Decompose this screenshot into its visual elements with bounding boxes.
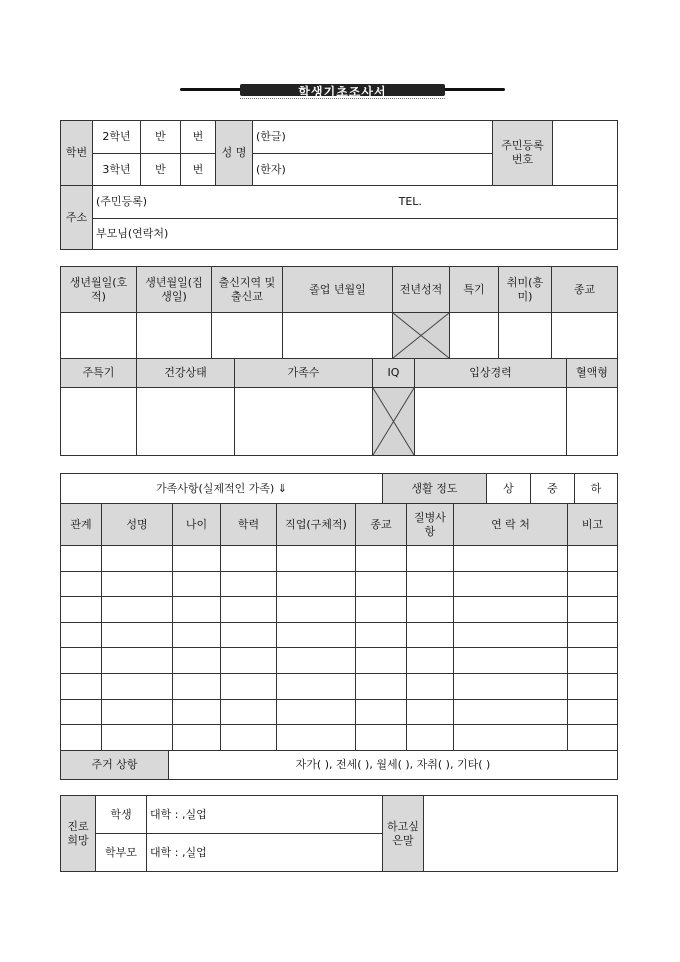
family-cell[interactable]: [102, 546, 173, 572]
table-row: [61, 597, 618, 623]
name-label: 성 명: [216, 121, 253, 186]
header-name: 성명: [102, 504, 173, 546]
family-cell[interactable]: [221, 546, 277, 572]
name-korean-field[interactable]: (한글): [253, 121, 493, 154]
family-cell[interactable]: [102, 571, 173, 597]
family-cell[interactable]: [173, 571, 221, 597]
header-birth-registered: 생년월일(호적): [61, 267, 137, 313]
previous-grade-crossed: [393, 313, 450, 359]
family-cell[interactable]: [356, 699, 407, 725]
header-remarks: 비고: [568, 504, 618, 546]
table-row: [61, 622, 618, 648]
table-row: [61, 571, 618, 597]
blood-type-field[interactable]: [567, 388, 618, 456]
words-field[interactable]: [424, 796, 618, 872]
family-cell[interactable]: [568, 571, 618, 597]
family-cell[interactable]: [221, 571, 277, 597]
header-occupation: 직업(구체적): [277, 504, 356, 546]
header-family-count: 가족수: [235, 359, 373, 388]
family-cell[interactable]: [568, 673, 618, 699]
birth-actual-field[interactable]: [137, 313, 212, 359]
family-count-field[interactable]: [235, 388, 373, 456]
family-cell[interactable]: [61, 725, 102, 751]
words-label: 하고싶은말: [383, 796, 424, 872]
student-id-label: 학번: [61, 121, 93, 186]
table-row: [61, 699, 618, 725]
family-cell[interactable]: [277, 597, 356, 623]
header-previous-grade: 전년성적: [393, 267, 450, 313]
family-cell[interactable]: [221, 699, 277, 725]
grade3-label: 3학년: [93, 154, 141, 186]
address-registered-field[interactable]: [93, 186, 618, 219]
living-level-low[interactable]: 하: [575, 474, 618, 504]
family-cell[interactable]: [61, 546, 102, 572]
address-registered-label: (주민등록): [96, 195, 148, 208]
family-cell[interactable]: [173, 699, 221, 725]
family-cell[interactable]: [61, 673, 102, 699]
family-cell[interactable]: [221, 648, 277, 674]
table-row: [61, 725, 618, 751]
career-student-label: 학생: [96, 796, 147, 834]
living-standard-label: 생활 정도: [383, 474, 487, 504]
family-cell[interactable]: [61, 699, 102, 725]
family-cell[interactable]: [102, 725, 173, 751]
info-table: [60, 266, 618, 359]
family-cell[interactable]: [173, 597, 221, 623]
family-cell[interactable]: [407, 571, 454, 597]
health-table: [60, 358, 618, 456]
header-health: 건강상태: [137, 359, 235, 388]
family-cell[interactable]: [454, 597, 568, 623]
rrn-field[interactable]: [553, 121, 618, 186]
awards-field[interactable]: [415, 388, 567, 456]
header-age: 나이: [173, 504, 221, 546]
family-cell[interactable]: [221, 622, 277, 648]
family-header-table: [60, 473, 618, 504]
family-cell[interactable]: [356, 725, 407, 751]
family-cell[interactable]: [407, 597, 454, 623]
family-cell[interactable]: [568, 622, 618, 648]
family-cell[interactable]: [356, 571, 407, 597]
residence-options[interactable]: 자가( ), 전세( ), 월세( ), 자취( ), 기타( ): [169, 751, 618, 780]
header-education: 학력: [221, 504, 277, 546]
title-underline: [240, 98, 445, 99]
grade2-class: 반: [141, 121, 181, 154]
family-cell[interactable]: [568, 699, 618, 725]
header-graduation-date: 졸업 년월일: [283, 267, 393, 313]
family-cell[interactable]: [61, 597, 102, 623]
address-table: [60, 185, 618, 250]
header-hometown-school: 출신지역 및 출신교: [212, 267, 283, 313]
family-cell[interactable]: [173, 725, 221, 751]
grade3-class: 반: [141, 154, 181, 186]
tel-label: TEL.: [398, 195, 422, 208]
header-main-skill: 주특기: [61, 359, 137, 388]
main-skill-field[interactable]: [61, 388, 137, 456]
family-cell[interactable]: [102, 622, 173, 648]
family-cell[interactable]: [454, 725, 568, 751]
family-cell[interactable]: [568, 546, 618, 572]
family-cell[interactable]: [61, 648, 102, 674]
family-cell[interactable]: [221, 673, 277, 699]
family-cell[interactable]: [356, 597, 407, 623]
family-cell[interactable]: [277, 546, 356, 572]
family-cell[interactable]: [454, 571, 568, 597]
graduation-date-field[interactable]: [283, 313, 393, 359]
family-cell[interactable]: [356, 648, 407, 674]
family-cell[interactable]: [407, 673, 454, 699]
header-relation: 관계: [61, 504, 102, 546]
family-cell[interactable]: [221, 597, 277, 623]
grade2-number: 번: [181, 121, 216, 154]
header-birth-actual: 생년월일(집생일): [137, 267, 212, 313]
table-row: [61, 546, 618, 572]
career-table: [60, 795, 618, 872]
health-field[interactable]: [137, 388, 235, 456]
rrn-label: 주민등록번호: [493, 121, 553, 186]
header-iq: IQ: [373, 359, 415, 388]
family-cell[interactable]: [173, 622, 221, 648]
page-title: 학생기초조사서: [298, 85, 387, 99]
family-cell[interactable]: [173, 673, 221, 699]
family-cell[interactable]: [454, 546, 568, 572]
family-cell[interactable]: [407, 622, 454, 648]
student-info-table: [60, 120, 618, 186]
family-cell[interactable]: [102, 648, 173, 674]
family-cell[interactable]: [277, 725, 356, 751]
iq-crossed: [373, 388, 415, 456]
header-contact: 연 락 처: [454, 504, 568, 546]
family-cell[interactable]: [568, 725, 618, 751]
family-cell[interactable]: [277, 622, 356, 648]
career-student-field[interactable]: 대학 : ,실업: [147, 796, 383, 834]
family-table: [60, 503, 618, 751]
family-cell[interactable]: [102, 597, 173, 623]
family-cell[interactable]: [568, 648, 618, 674]
family-cell[interactable]: [173, 546, 221, 572]
hobby-field[interactable]: [499, 313, 552, 359]
family-section-label: 가족사항(실제적인 가족) ⇓: [61, 474, 383, 504]
hometown-school-field[interactable]: [212, 313, 283, 359]
family-cell[interactable]: [277, 699, 356, 725]
living-level-mid[interactable]: 중: [531, 474, 575, 504]
family-cell[interactable]: [277, 648, 356, 674]
family-cell[interactable]: [61, 622, 102, 648]
family-cell[interactable]: [102, 699, 173, 725]
title-banner: [180, 82, 505, 98]
header-awards: 입상경력: [415, 359, 567, 388]
family-cell[interactable]: [61, 571, 102, 597]
address-label: 주소: [61, 186, 93, 250]
table-row: [61, 673, 618, 699]
family-cell[interactable]: [277, 673, 356, 699]
header-hobby: 취미(흥미): [499, 267, 552, 313]
family-cell[interactable]: [356, 622, 407, 648]
header-religion: 종교: [552, 267, 618, 313]
family-cell[interactable]: [407, 699, 454, 725]
religion-field[interactable]: [552, 313, 618, 359]
family-cell[interactable]: [277, 571, 356, 597]
family-cell[interactable]: [173, 648, 221, 674]
birth-registered-field[interactable]: [61, 313, 137, 359]
family-cell[interactable]: [454, 699, 568, 725]
header-special-skill: 특기: [450, 267, 499, 313]
family-cell[interactable]: [454, 648, 568, 674]
grade2-label: 2학년: [93, 121, 141, 154]
header-blood-type: 혈액형: [567, 359, 618, 388]
family-cell[interactable]: [568, 597, 618, 623]
parent-contact-field[interactable]: 부모님(연락처): [93, 219, 618, 250]
residence-table: [60, 750, 618, 780]
special-skill-field[interactable]: [450, 313, 499, 359]
career-parent-field[interactable]: 대학 : ,실업: [147, 834, 383, 872]
name-hanja-field[interactable]: (한자): [253, 154, 493, 186]
career-parent-label: 학부모: [96, 834, 147, 872]
header-illness: 질병사항: [407, 504, 454, 546]
family-cell[interactable]: [356, 546, 407, 572]
family-cell[interactable]: [102, 673, 173, 699]
family-cell[interactable]: [454, 622, 568, 648]
header-family-religion: 종교: [356, 504, 407, 546]
residence-label: 주거 상항: [61, 751, 169, 780]
grade3-number: 번: [181, 154, 216, 186]
family-cell[interactable]: [356, 673, 407, 699]
family-cell[interactable]: [407, 648, 454, 674]
living-level-high[interactable]: 상: [487, 474, 531, 504]
table-row: [61, 648, 618, 674]
family-cell[interactable]: [221, 725, 277, 751]
career-label: 진로희망: [61, 796, 96, 872]
family-cell[interactable]: [407, 725, 454, 751]
family-cell[interactable]: [407, 546, 454, 572]
family-cell[interactable]: [454, 673, 568, 699]
